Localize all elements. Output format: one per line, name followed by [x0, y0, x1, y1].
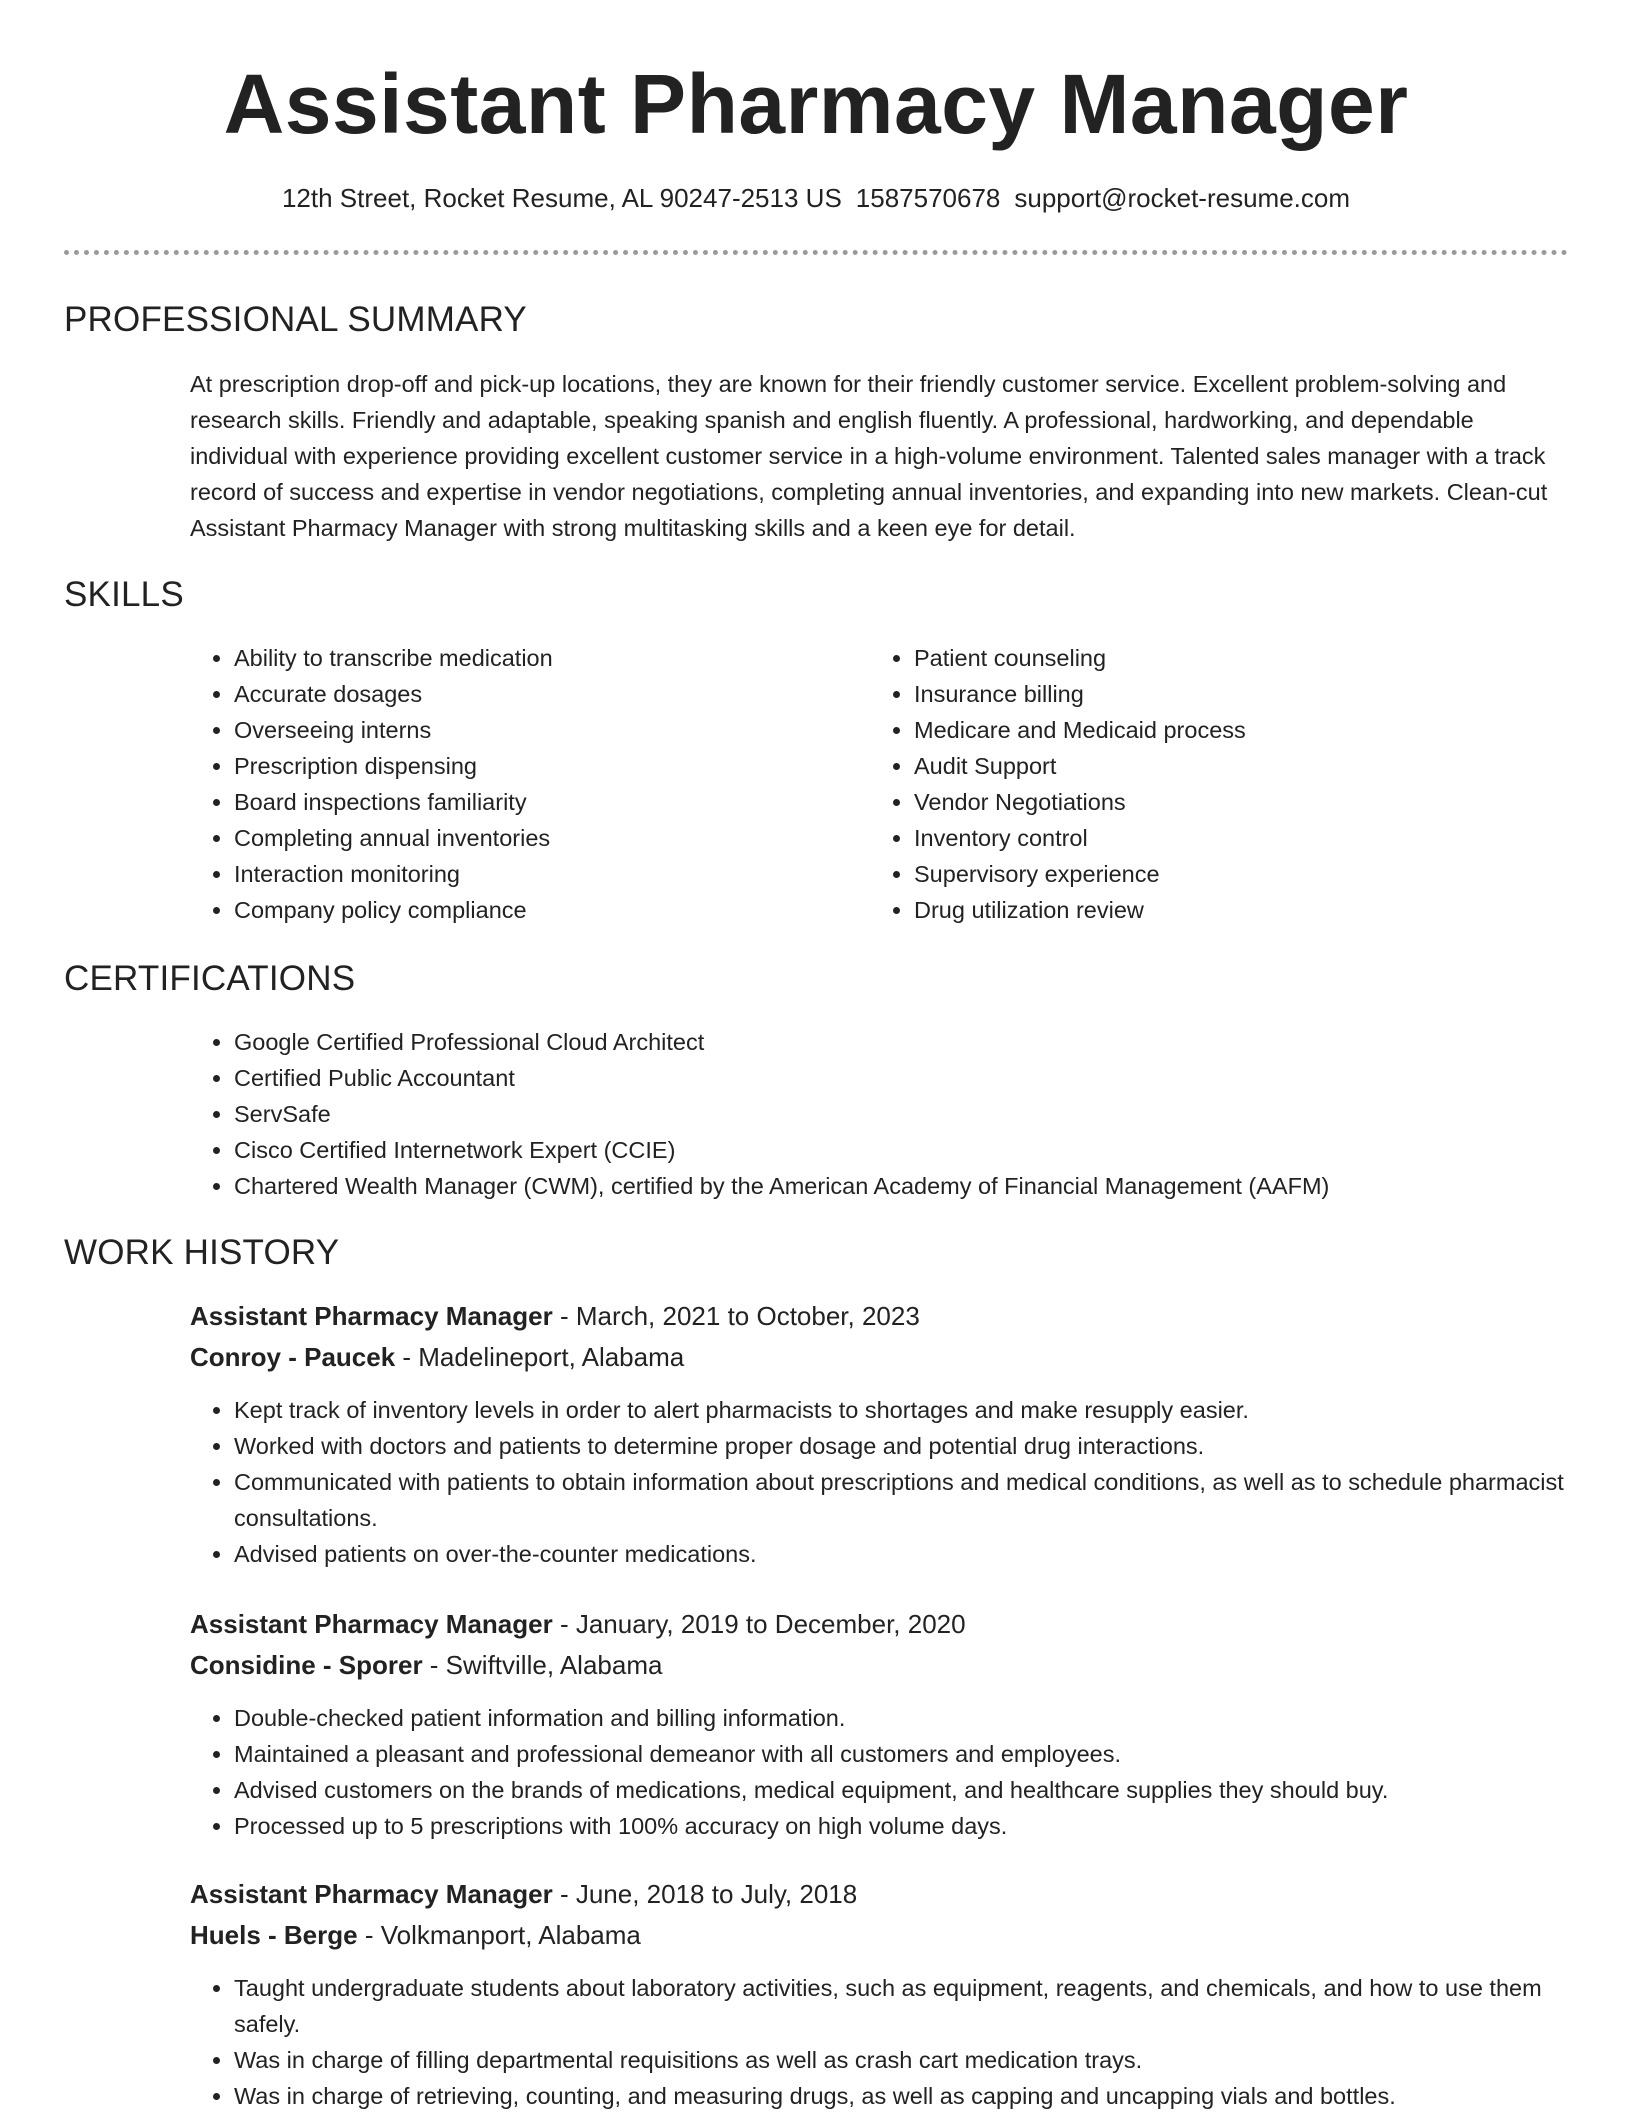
- job-title: Assistant Pharmacy Manager: [190, 1609, 553, 1639]
- skill-item: • Drug utilization review: [914, 892, 1534, 928]
- skill-item: • Accurate dosages: [234, 676, 854, 712]
- job-duty-item: • Was in charge of filling departmental requisitions as well as crash cart medication trays.: [234, 2042, 1614, 2078]
- summary-text: At prescription drop-off and pick-up locations, they are known for their friendly customer service. Excellent problem-solving and research skills. Friendly and adaptable, speaking spanish and english fluently. A professional, hardworking, and dependable individual with experience providing excellent customer service in a high-volume environment. Talented sales manager with a track record of success and expertise in vendor negotiations, completing annual inventories, and expanding into new markets. Clean-cut Assistant Pharmacy Manager with strong multitasking skills and a keen eye for detail.: [190, 371, 1548, 541]
- job-title: Assistant Pharmacy Manager: [190, 1879, 553, 1909]
- job-duty-item: • Advised patients on over-the-counter medications.: [234, 1536, 1614, 1572]
- job-title: Assistant Pharmacy Manager: [190, 1301, 553, 1331]
- job-company-line: [190, 1647, 662, 1683]
- certification-item: • Cisco Certified Internetwork Expert (CCIE): [234, 1132, 1614, 1168]
- resume-name: Assistant Pharmacy Manager: [223, 57, 1409, 151]
- certification-item: • Certified Public Accountant: [234, 1060, 1614, 1096]
- job-duty-item: • Advised customers on the brands of medications, medical equipment, and healthcare supplies they should buy.: [234, 1772, 1614, 1808]
- skill-item: • Supervisory experience: [914, 856, 1534, 892]
- job-duty-item: • Communicated with patients to obtain information about prescriptions and medical conditions, as well as to schedule pharmacist consultations.: [234, 1464, 1614, 1536]
- job-duties-list: [190, 1970, 1614, 2114]
- job-duties-list: [190, 1700, 1614, 1844]
- job-dates: - March, 2021 to October, 2023: [552, 1301, 920, 1331]
- skills-list-right: [870, 640, 1534, 928]
- job-location: - Swiftville, Alabama: [422, 1650, 663, 1680]
- skill-item: • Patient counseling: [914, 640, 1534, 676]
- certifications-list: [190, 1024, 1614, 1204]
- certifications-heading: CERTIFICATIONS: [64, 959, 356, 998]
- job-dates: - January, 2019 to December, 2020: [552, 1609, 966, 1639]
- skill-item: • Ability to transcribe medication: [234, 640, 854, 676]
- contact-line: [0, 180, 1632, 216]
- skill-item: • Overseeing interns: [234, 712, 854, 748]
- job-duty-item: • Was in charge of retrieving, counting, and measuring drugs, as well as capping and uncapping vials and bottles.: [234, 2078, 1614, 2114]
- job-dates: - June, 2018 to July, 2018: [552, 1879, 858, 1909]
- job-duty-item: • Double-checked patient information and billing information.: [234, 1700, 1614, 1736]
- skill-item: • Prescription dispensing: [234, 748, 854, 784]
- job-duties-list: [190, 1392, 1614, 1572]
- skills-heading: SKILLS: [64, 575, 184, 614]
- skill-item: • Completing annual inventories: [234, 820, 854, 856]
- job-company: Huels - Berge: [190, 1920, 358, 1950]
- job-title-line: [190, 1298, 920, 1334]
- skill-item: • Audit Support: [914, 748, 1534, 784]
- skill-item: • Vendor Negotiations: [914, 784, 1534, 820]
- job-title-line: [190, 1606, 966, 1642]
- skill-item: • Inventory control: [914, 820, 1534, 856]
- job-location: - Madelineport, Alabama: [395, 1342, 685, 1372]
- skills-list-left: [190, 640, 854, 928]
- job-duty-item: • Taught undergraduate students about laboratory activities, such as equipment, reagents, and chemicals, and how to use them safely.: [234, 1970, 1614, 2042]
- header-divider: [64, 250, 1568, 255]
- job-duty-item: • Maintained a pleasant and professional demeanor with all customers and employees.: [234, 1736, 1614, 1772]
- contact-address: 12th Street, Rocket Resume, AL 90247-2513 US: [281, 183, 842, 213]
- job-location: - Volkmanport, Alabama: [357, 1920, 641, 1950]
- job-company-line: [190, 1917, 641, 1953]
- job-duty-item: • Processed up to 5 prescriptions with 100% accuracy on high volume days.: [234, 1808, 1614, 1844]
- job-duty-item: • Worked with doctors and patients to determine proper dosage and potential drug interactions.: [234, 1428, 1614, 1464]
- skill-item: • Company policy compliance: [234, 892, 854, 928]
- job-title-line: [190, 1876, 857, 1912]
- skill-item: • Medicare and Medicaid process: [914, 712, 1534, 748]
- contact-phone: 1587570678: [855, 183, 1001, 213]
- contact-email: support@rocket-resume.com: [1014, 183, 1351, 213]
- job-company: Considine - Sporer: [190, 1650, 423, 1680]
- skill-item: • Board inspections familiarity: [234, 784, 854, 820]
- work-history-heading: WORK HISTORY: [64, 1233, 340, 1272]
- job-company-line: [190, 1339, 684, 1375]
- summary-heading: PROFESSIONAL SUMMARY: [64, 300, 527, 339]
- job-duty-item: • Kept track of inventory levels in order to alert pharmacists to shortages and make resupply easier.: [234, 1392, 1614, 1428]
- certification-item: • ServSafe: [234, 1096, 1614, 1132]
- certification-item: • Chartered Wealth Manager (CWM), certified by the American Academy of Financial Management (AAFM): [234, 1168, 1614, 1204]
- skill-item: • Interaction monitoring: [234, 856, 854, 892]
- skill-item: • Insurance billing: [914, 676, 1534, 712]
- job-company: Conroy - Paucek: [190, 1342, 396, 1372]
- certification-item: • Google Certified Professional Cloud Architect: [234, 1024, 1614, 1060]
